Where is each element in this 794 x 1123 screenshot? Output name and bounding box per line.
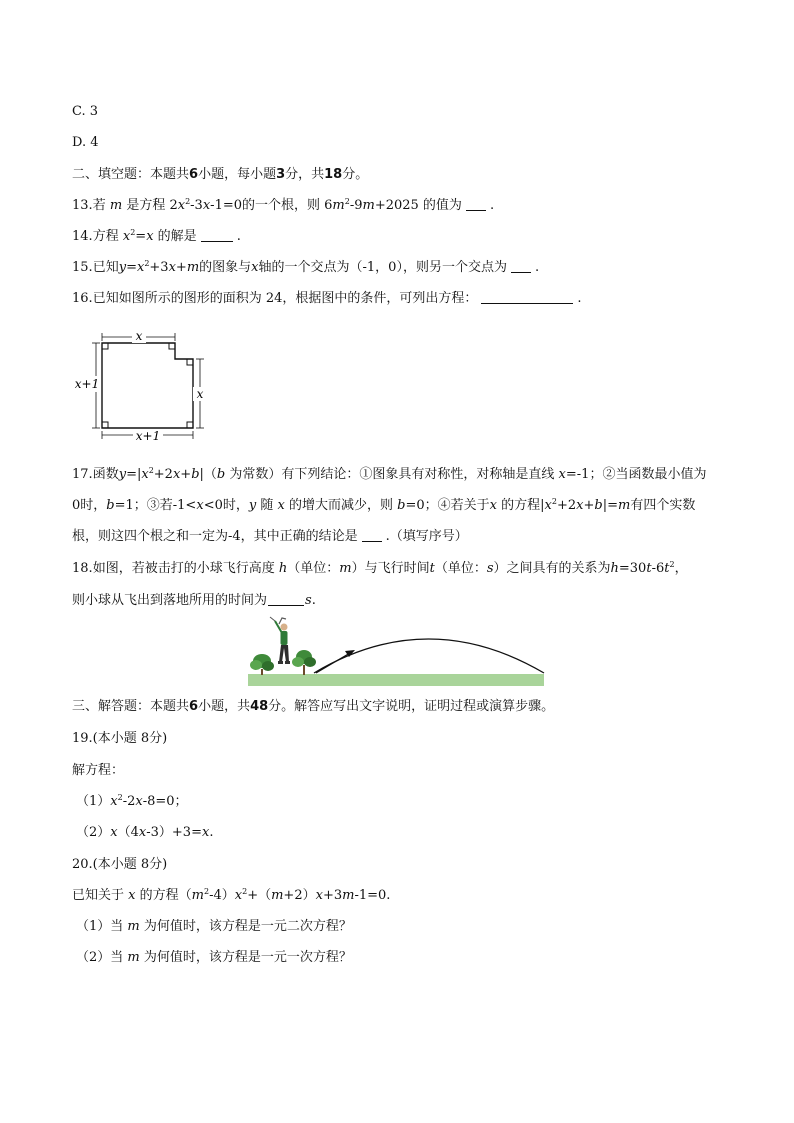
question-13: 13.若 m 是方程 $2x^2-3x-1=0$的一个根，则 $6m^2-9m+2025$ 的值为 .	[72, 197, 495, 213]
answer-blank	[362, 528, 382, 542]
question-20-part-2: （2）当 m 为何值时，该方程是一元一次方程？	[76, 950, 352, 965]
area-figure	[72, 325, 212, 445]
option-d: D. 4	[72, 135, 99, 150]
answer-blank	[511, 259, 531, 273]
grass-ground	[248, 674, 544, 686]
right-angle-mark	[102, 343, 108, 349]
label-top: x	[135, 329, 143, 343]
question-17-line-3: 根，则这四个根之和一定为-4，其中正确的结论是 .（填写序号）	[72, 529, 468, 544]
right-angle-mark	[102, 422, 108, 428]
label-left: x+1	[74, 377, 100, 391]
answer-blank	[201, 228, 233, 242]
answer-blank	[268, 592, 304, 606]
question-20-part-1: （1）当 m 为何值时，该方程是一元二次方程？	[76, 919, 352, 934]
ball-trajectory	[314, 639, 544, 673]
bush-right	[292, 650, 316, 675]
question-19-heading: 19.(本小题 8分)	[72, 731, 168, 746]
right-angle-mark	[187, 422, 193, 428]
question-17-line-1: 17.函数$y=|x^2+2x+b|(b$ 为常数）有下列结论：①图象具有对称性，对称轴是直线 x=-1；②当函数最小值为	[72, 466, 707, 482]
question-14: 14.方程 $x^2=x$ 的解是 .	[72, 228, 241, 244]
question-19-part-1: $(1)x^2-2x-8=0$；	[76, 793, 188, 809]
golf-trajectory-figure	[248, 615, 548, 690]
question-18-line-2: 则小球从飞出到落地所用的时间为 s.	[72, 593, 316, 608]
shape-outline	[102, 343, 193, 428]
question-20-heading: 20.(本小题 8分)	[72, 857, 168, 872]
question-20-statement: 已知关于 x 的方程$(m^2-4)x^2+(m+2)x+3m-1=0$.	[72, 887, 391, 903]
right-angle-mark	[169, 343, 175, 349]
section-2-heading: 二、填空题：本题共6小题，每小题3分，共18分。	[72, 167, 369, 182]
answer-blank	[466, 197, 486, 211]
golfer	[270, 617, 290, 664]
right-angle-mark	[187, 359, 193, 365]
question-19-intro: 解方程：	[72, 763, 125, 778]
question-17-line-2: 0时，b=1；③若-1<x<0时，y 随 x 的增大而减少，则 b=0；④若关于x 的方程$|x^2+2x+b|=m$有四个实数	[72, 497, 696, 513]
question-18-line-1: 18.如图，若被击打的小球飞行高度 h（单位：m）与飞行时间t（单位：s）之间具有的关系为$h=30t-6t^2$，	[72, 560, 688, 576]
section-3-heading: 三、解答题：本题共6小题，共48分。解答应写出文字说明，证明过程或演算步骤。	[72, 699, 555, 714]
option-c: C. 3	[72, 104, 99, 119]
question-19-part-2: （2）x（4x-3）+3=x.	[76, 825, 214, 840]
question-15: 15.已知$y=x^2+3x+m$的图象与x轴的一个交点为（-1，0），则另一个交点为 .	[72, 259, 540, 275]
bush-left	[250, 654, 274, 675]
label-right: x	[196, 387, 204, 401]
label-bottom: x+1	[135, 429, 161, 443]
question-16: 16.已知如图所示的图形的面积为 24，根据图中的条件，可列出方程： .	[72, 291, 582, 306]
answer-blank	[481, 290, 573, 304]
